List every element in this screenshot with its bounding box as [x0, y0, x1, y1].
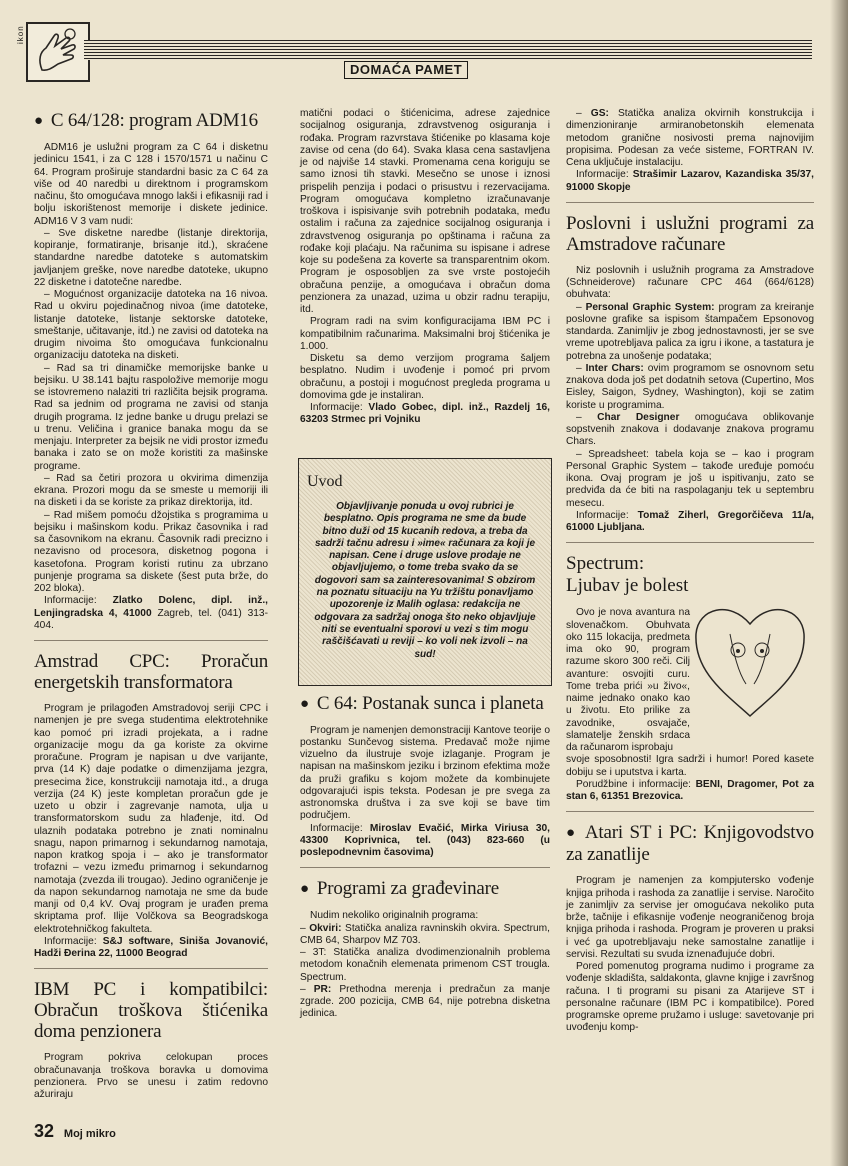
magazine-name: Moj mikro [63, 1128, 116, 1140]
article-heading: Spectrum: Ljubav je bolest [566, 553, 689, 597]
list-item: – 3T: Statička analiza dvodimenzionalnih problema metodom konačnih elemenata primenom CST trougla. Spectrum. [300, 947, 550, 983]
list-item: – Personal Graphic System: program za kreiranje poslovne grafike sa ispisom štampačem Epsonovog standarda. Zanimljiv je zbog jednostavnosti, jer se sve vreme upotrebljava palica za igru i ikone, a tastatura je potrebna za unošenje podataka; [566, 301, 814, 362]
paragraph: – Rad sa tri dinamičke memorijske banke u bejsiku. U 38.141 bajtu raspoložive memorije mogu se istovremeno nalaziti tri različita bejsik programa. Rad sa jednim od programa ne zavisi od stanja drugih programa. Iz jedne banke u drugu prelazi se u trenu. Veličina i granice banaka mogu da se menjaju. Interpreter za bejsik ne vidi prostor između banaka i zato se on može koristiti za mašinske programe. [34, 362, 268, 472]
paragraph: matični podaci o štićenicima, adrese zajednice socijalnog osiguranja, zdravstvenog osiguranja i rođaka. Program razvrstava štićenike po klasama koje zavise od cena (do 64). Svaka klasa cena sastavljena je od najviše 14 stavki. Promenama cena koriguju se samo iznosi tih stavki. Mesečno se unose i iznosi prispelih penzija i podaci o prisustvu i rezervacijama. Program omogućava kompletno izračunavanje troškova i ispisivanje svih potrebnih podataka, među ostalim i računa za zajednice socijalnog osiguranja i zdravstvenog osiguranja po opštinama i računa za rođake koji plaćaju. Na računima su ispisane i adrese koje su podešena za koverte sa transparentnim okom. Program je osposobljen za sve vrste postojećih obračuna penzije, a omogućava i obračun doma penzionera za unazad, uzima u obzir radnu terapiju, itd. [300, 108, 550, 315]
section-title: DOMAĆA PAMET [344, 61, 468, 79]
list-item: – Char Designer omogućava oblikovanje sopstvenih znakova i dodavanje znakova programu Chars. [566, 411, 814, 448]
contact-info: Informacije: Tomaž Ziherl, Gregorčičeva 11/a, 61000 Ljubljana. [566, 509, 814, 533]
intro-box [298, 458, 552, 686]
list-item: – Spreadsheet: tabela koja se – kao i program Personal Graphic System – takođe uređuje pomoću ikona. Ovaj program je još u ispitivanju, zato se predviđa da će biti na raspolaganju tek u septembru mesecu. [566, 448, 814, 509]
paragraph: Program pokriva celokupan proces obračunavanja troškova boravka u domovima penzionera. Prvo se unesu i zatim redovno ažuriraju [34, 1052, 268, 1100]
paragraph: Program je prilagođen Amstradovoj seriji CPC i namenjen je pre svega studentima elektrotehnike kao pomoć pri izradi projekata, a i radne organizacije mogu da ga koriste za okvirne proračune. Program je napisan u dve varijante, prva (14 K) daje podatke o dimenzijama jezgra, presecima žice, konstrukciji namotaja itd., a druga verzija (24 K) jeste kompletan proračun gde je uzeto u obzir i zagrevanje namota, ulja u transformatorskom sudu za hlađenje, itd. Od ulaznih podataka potrebno je znati nominalnu snagu, napon primarnog i sekundarnog namotaja, napon kratkog spoja i – ako je transformator trofazni – vezu između primarnog i sekundarnog namotaja (zvezda ili trougao). Jedino ograničenje je da napon sekundarnog namotaja ne sme da bude manji od 0,4 kV. Ovaj program je urađen prema skriptama prof. Ilije Volčkova sa Beogradskoga elektrotehničkog fakulteta. [34, 703, 268, 935]
paragraph: Porudžbine i informacije: BENI, Dragomer, Pot za stan 6, 61351 Brezovica. [566, 778, 814, 802]
paragraph: Program je namenjen za kompjutersko vođenje knjiga prihoda i rashoda za zanatlije i servise. Naročito je zanimljiv za servise jer omogućava nekoliko puta brže, tačnije i efikasnije vođenje neograničenog broja knjiga prihoda i rashoda. Program je proveren u praksi i već ga upotrebljavaju neke samostalne zanatlije i servisi. Rezultati su svuda iznenađujuće dobri. [566, 875, 814, 960]
article-heading: ● Atari ST i PC: Knjigovodstvo za zanatlije [566, 822, 814, 865]
paragraph: – Mogućnost organizacije datoteka na 16 nivoa. Rad u okviru pojedinačnog nivoa (ime datoteke, listanje datoteke, listanje sektorske datoteke, smeštanje, učitavanje, itd.) ne zavisi od datoteka na drugim nivoima što omogućava funkcionalnu organizaciju datoteka na disketi. [34, 289, 268, 362]
header-rule [84, 40, 812, 60]
article-heading: IBM PC i kompatibilci: Obračun troškova štićenika doma penzionera [34, 979, 268, 1043]
contact-info: Informacije: Miroslav Evačić, Mirka Viriusa 30, 43300 Koprivnica, tel. (043) 823-660 (u poslepodnevnim časovima) [300, 822, 550, 858]
contact-info: Informacije: Strašimir Lazarov, Kazandiska 35/37, 91000 Skopje [566, 169, 814, 193]
contact-info: Informacije: Vlado Gobec, dipl. inž., Razdelj 16, 63203 Strmec pri Vojniku [300, 402, 550, 426]
heart-illustration [690, 594, 810, 720]
page-edge-shadow [830, 0, 848, 1166]
article-heading: ● C 64/128: program ADM16 [34, 110, 268, 132]
list-item: – Inter Chars: ovim programom se osnovnom setu znakova doda još pet dodatnih setova (Cupertino, Mos Eisley, Saigon, Sydney, Washington), koji se zatim koriste u programima. [566, 362, 815, 411]
column-1 [34, 110, 268, 1101]
paragraph: ADM16 je uslužni program za C 64 i disketnu jedinicu 1541, i za C 128 i 1570/1571 u načinu C 64. Program proširuje standardni basic za C 64 za više od 40 naredbi u direktnom i programskom načinu, što omogućava mnogo lakši i efikasniji rad i bolju iskorištenost memorije i diskete jedinice. ADM16 V 3 vam nudi: [34, 142, 268, 227]
contact-info: Informacije: S&J software, Siniša Jovanović, Hadži Đerina 22, 11000 Beograd [34, 935, 268, 959]
paragraph: – Rad mišem pomoću džojstika s programima u bejsiku i mašinskom kodu. Prikaz časovnika i rad sa časovnikom na ekranu. Časovnik radi precizno i nezavisno od procesora, disketnog pogona i kasetofona. Program koristi rutinu za ubrzano punjenje programa sa diskete (šest puta brže, do 202 bloka). [34, 509, 268, 594]
hand-logo-icon [26, 22, 90, 82]
intro-text: Objavljivanje ponuda u ovoj rubrici je besplatno. Opis programa ne sme da bude bitno duži od 15 kucanih redova, a treba da sadrži tačnu adresu i »ime« računara za koji je napisan. Cene i druge uslove prodaje ne objavljujemo, o tome treba svako da se dogovori sam sa zainteresovanima! S obzirom na poznatu situaciju na Yu tržištu ponavljamo upozorenje iz Malih oglasa: redakcija ne odgovara za sadržaj onoga što neko objavljuje niti se eventualni sporovi u vezi s tim mogu raščišćavati u reviji – ko voli nek izvoli – na sud! [314, 501, 536, 660]
article-heading: Amstrad CPC: Proračun energetskih transformatora [34, 651, 268, 693]
article-heading: Poslovni i uslužni programi za Amstradove računare [566, 212, 814, 255]
paragraph: Nudim nekoliko originalnih programa: [310, 910, 479, 922]
page-number: 32 [34, 1121, 55, 1141]
paragraph: svoje sposobnosti! Igra sadrži i humor! Pored kasete dobiju se i uputstva i karta. [566, 754, 814, 778]
article-heading: ● C 64: Postanak sunca i planeta [300, 693, 550, 715]
paragraph: – Sve disketne naredbe (listanje direktorija, kopiranje, formatiranje, brisanje itd.), skraćene standardne naredbe datoteke s automatskim javljanjem greške, nove naredbe datoteke, ukupno 22 disketne i datotečne naredbe. [34, 227, 268, 288]
paragraph: – Rad sa četiri prozora u okvirima dimenzija ekrana. Prozori mogu da se smeste u memoriji ili na disketi i da se koriste za prikaz direktorija, itd. [34, 472, 268, 509]
paragraph: Niz poslovnih i uslužnih programa za Amstradove (Schneiderove) računare CPC 464 (664/6128) obuhvata: [566, 264, 814, 301]
list-item: – GS: Statička analiza okvirnih konstrukcija i dimenzioniranje armiranobetonskih elemenata metodom granične nosivosti prema najnovijim propisima. Podesan za veće sisteme, FORTRAN IV. Cena uključuje instalaciju. [566, 108, 815, 168]
list-item: – Okviri: Statička analiza ravninskih okvira. Spectrum, CMB 64, Sharpov MZ 703. [300, 922, 550, 946]
paragraph: Program radi na svim konfiguracijama IBM PC i kompatibilnim računarima. Maksimalni broj štićenika je 1.000. [300, 316, 550, 352]
side-mark: ikon [16, 25, 25, 44]
intro-title: Uvod [307, 473, 343, 490]
column-3 [566, 108, 814, 1035]
page-footer [34, 1121, 116, 1142]
list-item: – PR: Prethodna merenja i predračun za manje zgrade. 200 pozicija, CMB 64, nije potrebna disketna jedinica. [300, 983, 550, 1020]
article-heading: ● Programi za građevinare [300, 878, 550, 900]
paragraph: Program je namenjen demonstraciji Kantove teorije o postanku Sunčevog sistema. Predavač može njime vizuelno da ilustruje svoje izlaganje. Program je napisan na mašinskom jeziku i brzinom efektima može da pruži grafiku s kojom možete da kombinujete odgovarajući ispis teksta. Podesan je pre svega za astronomska društva i za sve koji se bave tim područjem. [300, 724, 550, 822]
contact-info: Informacije: Zlatko Dolenc, dipl. inž., Lenjingradska 4, 41000 Zagreb, tel. (041) 313-404. [34, 595, 268, 631]
paragraph: Disketu sa demo verzijom programa šaljem besplatno. Nudim i uvođenje i pomoć pri prvom obračunu, a postoji i mogućnost pregleda programa u domovima gde je instaliran. [300, 353, 550, 401]
paragraph: Pored pomenutog programa nudimo i programe za vođenje skladišta, saldakonta, glavne knjige i završnog računa. I ti programi su pisani za Atarijeve ST i personalne računare (IBM PC i kompatibilce). Pored programske opreme pružamo i usluge: savetovanje pri uvođenju komp- [566, 961, 814, 1034]
paragraph: Ovo je nova avantura na slovenačkom. Obuhvata oko 115 lokacija, predmeta ima oko 90, program razume skoro 300 reči. Cilj avanture: osvojiti curu. Tome treba prići »u živo«, naime jednako onako kao u životu. Eto prilike za zavodnike, osvajače, slamatelje ženskih srdaca da računarom isprobaju [566, 607, 690, 753]
